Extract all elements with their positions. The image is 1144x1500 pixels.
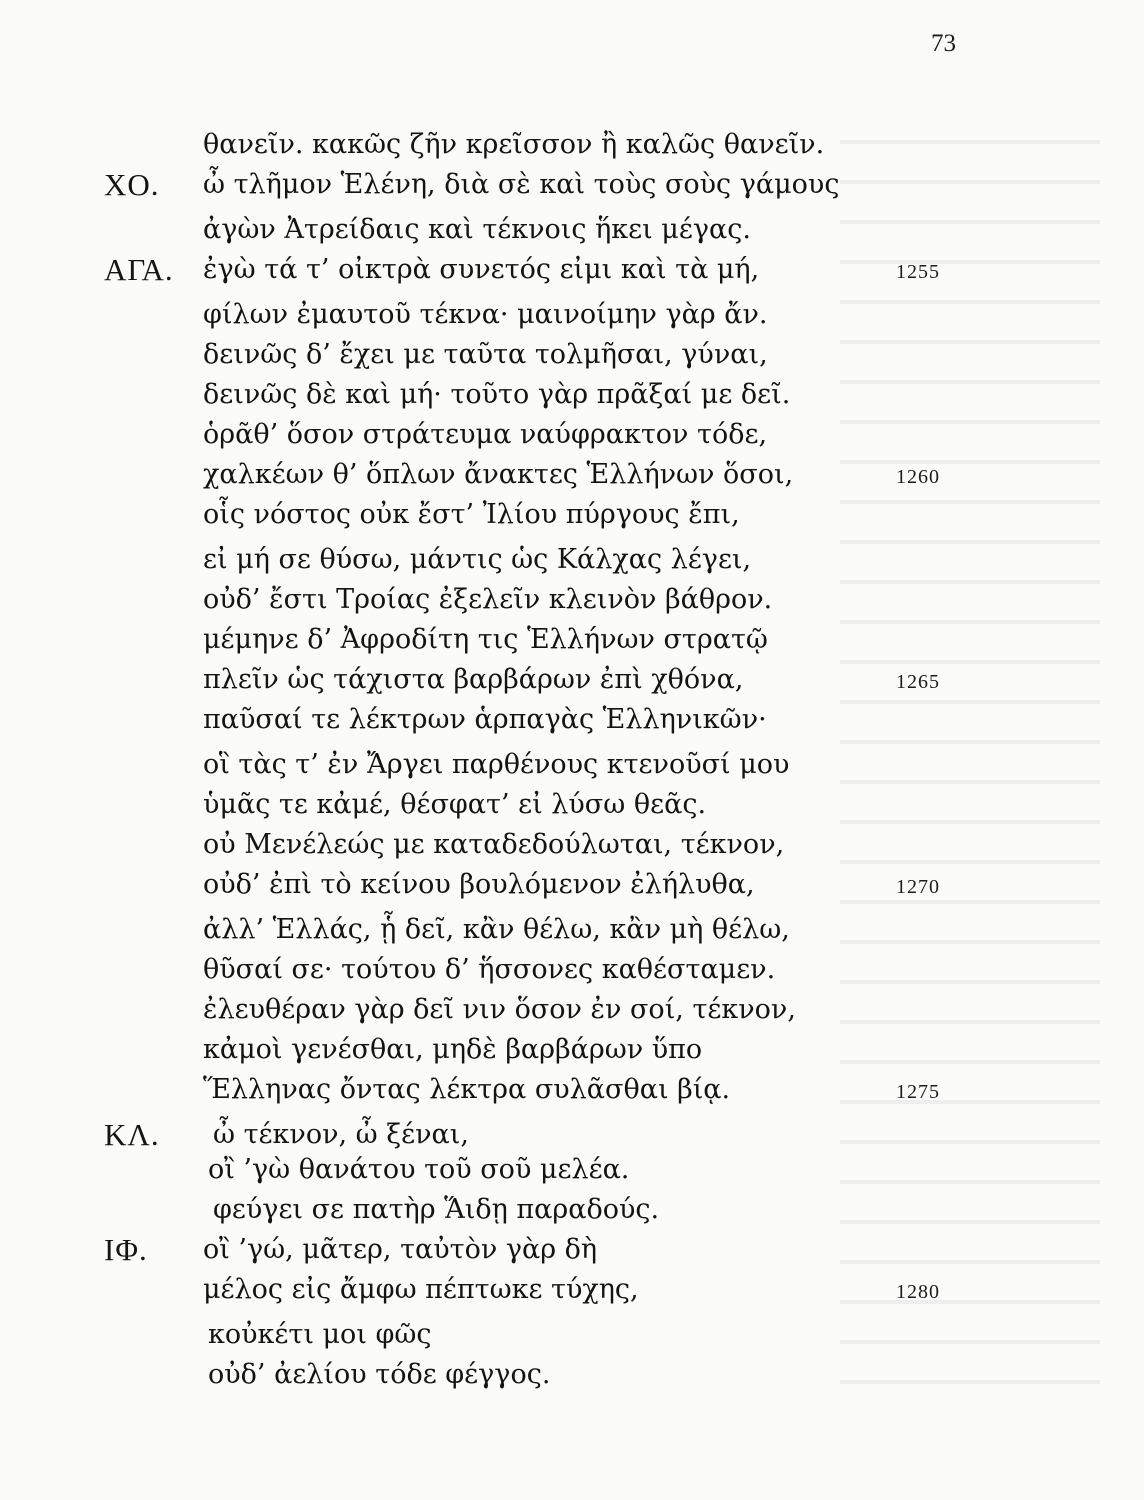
verse-text: δεινῶς δὲ καὶ μή· τοῦτο γὰρ πρᾶξαί με δεῖ. xyxy=(203,379,791,410)
verse-line xyxy=(0,700,1144,740)
verse-line xyxy=(0,335,1144,375)
verse-text: ὑμᾶς τε κἀμέ, θέσφατ’ εἰ λύσω θεᾶς. xyxy=(203,789,707,820)
verse-line xyxy=(0,865,1144,905)
verse-line xyxy=(0,540,1144,580)
verse-text: Ἕλληνας ὄντας λέκτρα συλᾶσθαι βίᾳ. xyxy=(203,1074,731,1105)
verse-line xyxy=(0,250,1144,290)
verse-line xyxy=(0,1270,1144,1310)
verse-text: μέλος εἰς ἄμφω πέπτωκε τύχης, xyxy=(203,1274,639,1305)
verse-line xyxy=(0,1355,1144,1395)
verse-text: οἲ ’γὼ θανάτου τοῦ σοῦ μελέα. xyxy=(208,1154,630,1185)
verse-line xyxy=(0,1030,1144,1070)
verse-line xyxy=(0,745,1144,785)
verse-line xyxy=(0,375,1144,415)
verse-line xyxy=(0,1115,1144,1155)
verse-line xyxy=(0,1150,1144,1190)
verse-text: φεύγει σε πατὴρ Ἅιδῃ παραδούς. xyxy=(213,1194,660,1225)
line-number: 1260 xyxy=(896,466,940,488)
verse-text: ὦ τέκνον, ὦ ξέναι, xyxy=(213,1119,469,1150)
verse-text: θανεῖν. κακῶς ζῆν κρεῖσσον ἢ καλῶς θανεῖν. xyxy=(203,129,825,160)
page-number: 73 xyxy=(931,30,956,57)
line-number: 1280 xyxy=(896,1281,940,1303)
verse-text: χαλκέων θ’ ὅπλων ἄνακτες Ἑλλήνων ὅσοι, xyxy=(203,459,794,490)
verse-line xyxy=(0,295,1144,335)
verse-line xyxy=(0,990,1144,1030)
line-number: 1270 xyxy=(896,876,940,898)
verse-text: πλεῖν ὡς τάχιστα βαρβάρων ἐπὶ χθόνα, xyxy=(203,664,744,695)
verse-line xyxy=(0,1190,1144,1230)
verse-text: οὐδ’ ἔστι Τροίας ἐξελεῖν κλεινὸν βάθρον. xyxy=(203,584,773,615)
verse-text: εἰ μή σε θύσω, μάντις ὡς Κάλχας λέγει, xyxy=(203,544,752,575)
verse-line xyxy=(0,495,1144,535)
verse-line xyxy=(0,125,1144,165)
verse-line xyxy=(0,1315,1144,1355)
verse-line xyxy=(0,1230,1144,1270)
verse-text: ὁρᾶθ’ ὅσον στράτευμα ναύφρακτον τόδε, xyxy=(203,419,768,450)
verse-text: κοὐκέτι μοι φῶς xyxy=(208,1319,432,1350)
verse-text: θῦσαί σε· τούτου δ’ ἥσσονες καθέσταμεν. xyxy=(203,954,776,985)
verse-line xyxy=(0,825,1144,865)
verse-line xyxy=(0,580,1144,620)
verse-line xyxy=(0,620,1144,660)
verse-text: δεινῶς δ’ ἔχει με ταῦτα τολμῆσαι, γύναι, xyxy=(203,339,768,370)
verse-text: ἐγὼ τά τ’ οἰκτρὰ συνετός εἰμι καὶ τὰ μή, xyxy=(203,254,760,285)
verse-text: κἀμοὶ γενέσθαι, μηδὲ βαρβάρων ὕπο xyxy=(203,1034,703,1065)
speaker-label: ΑΓΑ. xyxy=(104,252,174,287)
line-number: 1275 xyxy=(896,1081,940,1103)
speaker-label: ΙΦ. xyxy=(104,1232,148,1267)
verse-text: ὦ τλῆμον Ἑλένη, διὰ σὲ καὶ τοὺς σοὺς γάμους xyxy=(203,169,840,200)
verse-line xyxy=(0,455,1144,495)
verse-text: ἀλλ’ Ἑλλάς, ᾗ δεῖ, κἂν θέλω, κἂν μὴ θέλω, xyxy=(203,914,790,945)
speaker-label: ΚΛ. xyxy=(104,1117,160,1152)
verse-line xyxy=(0,660,1144,700)
verse-text: οἷς νόστος οὐκ ἔστ’ Ἰλίου πύργους ἔπι, xyxy=(203,499,740,530)
line-number: 1265 xyxy=(896,671,940,693)
verse-text: ἀγὼν Ἀτρείδαις καὶ τέκνοις ἥκει μέγας. xyxy=(203,214,751,245)
line-number: 1255 xyxy=(896,261,940,283)
verse-text: οὐδ’ ἐπὶ τὸ κείνου βουλόμενον ἐλήλυθα, xyxy=(203,869,755,900)
verse-line xyxy=(0,910,1144,950)
verse-line xyxy=(0,415,1144,455)
verse-text: παῦσαί τε λέκτρων ἁρπαγὰς Ἑλληνικῶν· xyxy=(203,704,767,735)
verse-line xyxy=(0,785,1144,825)
verse-line xyxy=(0,165,1144,205)
verse-text: οἳ τὰς τ’ ἐν Ἄργει παρθένους κτενοῦσί μου xyxy=(203,749,790,780)
speaker-label: ΧΟ. xyxy=(104,167,160,202)
verse-text: οὐδ’ ἀελίου τόδε φέγγος. xyxy=(208,1359,551,1390)
verse-text: οἲ ’γώ, μᾶτερ, ταὐτὸν γὰρ δὴ xyxy=(203,1234,598,1265)
verse-text: μέμηνε δ’ Ἀφροδίτη τις Ἑλλήνων στρατῷ xyxy=(203,624,768,655)
verse-text: φίλων ἐμαυτοῦ τέκνα· μαινοίμην γὰρ ἄν. xyxy=(203,299,768,330)
verse-line xyxy=(0,210,1144,250)
verse-line xyxy=(0,1070,1144,1110)
verse-text: ἐλευθέραν γὰρ δεῖ νιν ὅσον ἐν σοί, τέκνον, xyxy=(203,994,796,1025)
verse-line xyxy=(0,950,1144,990)
verse-text: οὐ Μενέλεώς με καταδεδούλωται, τέκνον, xyxy=(203,829,785,860)
